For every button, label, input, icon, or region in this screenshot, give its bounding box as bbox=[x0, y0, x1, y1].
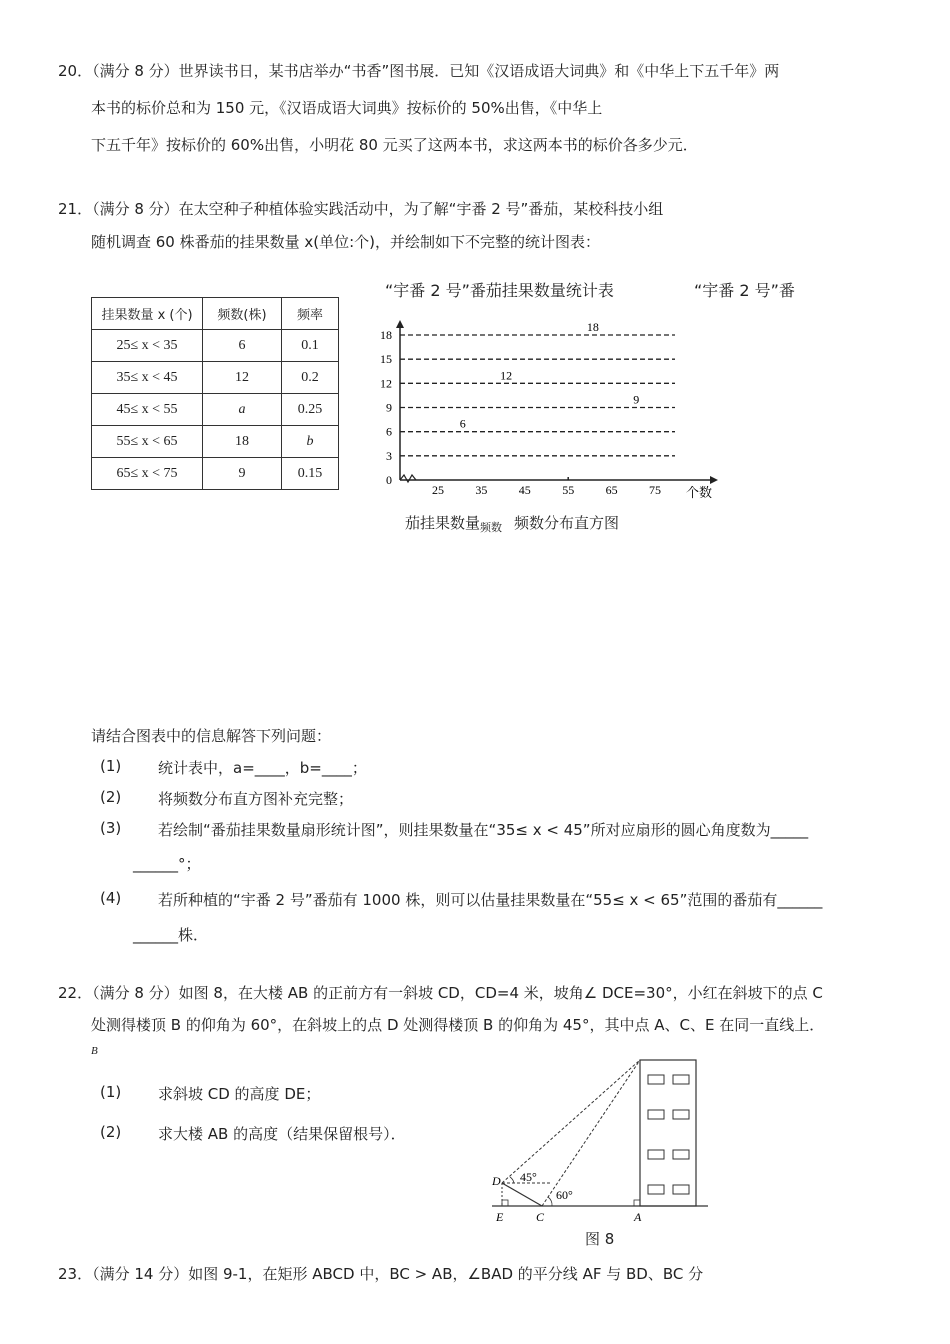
frequency-histogram bbox=[360, 320, 740, 505]
table-row bbox=[92, 458, 339, 490]
table-cell: 12 bbox=[203, 362, 282, 394]
y-tick-label: 18 bbox=[380, 328, 392, 342]
x-tick-label: 75 bbox=[649, 483, 661, 497]
sight-line-d bbox=[502, 1060, 640, 1183]
table-cell: 65≤ x < 75 bbox=[92, 458, 203, 490]
table-cell: 0.25 bbox=[282, 394, 339, 426]
table-cell: 9 bbox=[203, 458, 282, 490]
q21-sub1: 统计表中，a=____，b=____； bbox=[158, 759, 367, 777]
chart-title-part1: “宇番 2 号”番 bbox=[694, 281, 795, 300]
q21-intro: 请结合图表中的信息解答下列问题： bbox=[91, 727, 332, 745]
y-tick-label: 9 bbox=[386, 400, 392, 415]
q22-sub1-num: (1) bbox=[100, 1083, 122, 1101]
table-cell: 0.2 bbox=[282, 362, 339, 394]
header-cell: 频数(株) bbox=[203, 298, 282, 330]
table-cell: 0.15 bbox=[282, 458, 339, 490]
y-tick-label: 12 bbox=[380, 376, 392, 391]
x-tick-label: 35 bbox=[475, 483, 488, 497]
data-label: 18 bbox=[586, 320, 599, 334]
q21-sub3: 若绘制“番茄挂果数量扇形统计图”，则挂果数量在“35≤ x < 45”所对应扇形的圆心角度数为_____ bbox=[158, 821, 809, 839]
q22-sub2: 求大楼 AB 的高度（结果保留根号）． bbox=[158, 1125, 406, 1143]
q22-sub2-num: (2) bbox=[100, 1123, 122, 1141]
q21-sub4-num: (4) bbox=[100, 889, 122, 907]
chart-title-part2 bbox=[405, 512, 619, 535]
angle-45: 45° bbox=[520, 1170, 537, 1184]
table-row bbox=[92, 330, 339, 362]
table-cell: 18 bbox=[203, 426, 282, 458]
q22-label-b: B bbox=[91, 1045, 98, 1057]
label-d: D bbox=[492, 1174, 501, 1188]
y-tick-label: 3 bbox=[386, 448, 392, 463]
label-a: A bbox=[634, 1210, 642, 1224]
table-cell: 6 bbox=[203, 330, 282, 362]
table-header-row bbox=[92, 298, 339, 330]
building-windows bbox=[648, 1075, 689, 1194]
q21-line2: 随机调查 60 株番茄的挂果数量 x(单位:个)，并绘制如下不完整的统计图表： bbox=[91, 233, 601, 251]
q21-sub3-cont: ______°； bbox=[133, 855, 201, 873]
y-axis-arrow bbox=[396, 320, 404, 328]
q21-sub2: 将频数分布直方图补充完整； bbox=[158, 790, 354, 808]
y-tick-label: 0 bbox=[386, 473, 392, 487]
table-cell: 35≤ x < 45 bbox=[92, 362, 203, 394]
x-tick-label: 65 bbox=[605, 483, 618, 497]
data-label: 12 bbox=[500, 368, 513, 383]
q22-line2: 处测得楼顶 B 的仰角为 60°，在斜坡上的点 D 处测得楼顶 B 的仰角为 45°，其中点 A、C、E 在同一直线上． bbox=[91, 1016, 825, 1034]
data-label: 6 bbox=[459, 416, 466, 431]
axis-break bbox=[400, 475, 416, 482]
table-row bbox=[92, 362, 339, 394]
y-tick-label: 6 bbox=[386, 424, 392, 439]
table-row bbox=[92, 426, 339, 458]
x-tick-label: 45 bbox=[518, 483, 531, 497]
q21-sub2-num: (2) bbox=[100, 788, 122, 806]
chart-title-small: 频数 bbox=[480, 521, 503, 534]
sight-line-c bbox=[542, 1060, 640, 1206]
table-row bbox=[92, 394, 339, 426]
data-label: 9 bbox=[633, 392, 640, 407]
q23-line1: 23．（满分 14 分）如图 9-1，在矩形 ABCD 中，BC > AB，∠BAD 的平分线 AF 与 BD、BC 分 bbox=[58, 1265, 704, 1283]
label-e: E bbox=[496, 1210, 504, 1224]
table-cell: 25≤ x < 35 bbox=[92, 330, 203, 362]
q21-sub4-cont: ______株． bbox=[133, 926, 209, 944]
x-tick-label: 25 bbox=[432, 483, 444, 497]
table-cell: b bbox=[282, 426, 339, 458]
figure-8-caption: 图 8 bbox=[585, 1230, 615, 1248]
figure-8-diagram bbox=[480, 1050, 720, 1228]
q22-sub1: 求斜坡 CD 的高度 DE； bbox=[158, 1085, 321, 1103]
q21-line1: 21．（满分 8 分）在太空种子种植体验实践活动中，为了解“宇番 2 号”番茄，某校科技小组 bbox=[58, 200, 664, 218]
angle-60: 60° bbox=[556, 1188, 573, 1202]
header-cell: 挂果数量 x (个) bbox=[92, 298, 203, 330]
x-axis-arrow bbox=[710, 476, 718, 484]
x-tick-label: 55 bbox=[562, 483, 575, 497]
x-axis-label: 个数 bbox=[686, 485, 713, 500]
table-cell: 55≤ x < 65 bbox=[92, 426, 203, 458]
table-cell: a bbox=[203, 394, 282, 426]
header-cell: 频率 bbox=[282, 298, 339, 330]
q21-sub1-num: (1) bbox=[100, 757, 122, 775]
label-c: C bbox=[536, 1210, 545, 1224]
frequency-table bbox=[91, 297, 339, 490]
table-cell: 45≤ x < 55 bbox=[92, 394, 203, 426]
chart-title-text: 茄挂果数量 bbox=[405, 514, 481, 532]
table-title: “宇番 2 号”番茄挂果数量统计表 bbox=[385, 281, 614, 300]
q22-line1: 22．（满分 8 分）如图 8，在大楼 AB 的正前方有一斜坡 CD，CD=4 米，坡角∠ DCE=30°，小红在斜坡下的点 C bbox=[58, 984, 823, 1002]
q20-line1: 20．（满分 8 分）世界读书日，某书店举办“书香”图书展．已知《汉语成语大词典》和《中华上下五千年》两 bbox=[58, 62, 780, 80]
y-tick-label: 15 bbox=[380, 352, 392, 367]
q21-sub3-num: (3) bbox=[100, 819, 122, 837]
q21-sub4: 若所种植的“宇番 2 号”番茄有 1000 株，则可以估量挂果数量在“55≤ x < 65”范围的番茄有______ bbox=[158, 891, 823, 909]
table-cell: 0.1 bbox=[282, 330, 339, 362]
q20-line3: 下五千年》按标价的 60%出售，小明花 80 元买了这两本书，求这两本书的标价各多少元． bbox=[91, 136, 698, 154]
q20-line2: 本书的标价总和为 150 元，《汉语成语大词典》按标价的 50%出售，《中华上 bbox=[91, 99, 603, 117]
chart-title-text-2: 频数分布直方图 bbox=[514, 514, 620, 532]
